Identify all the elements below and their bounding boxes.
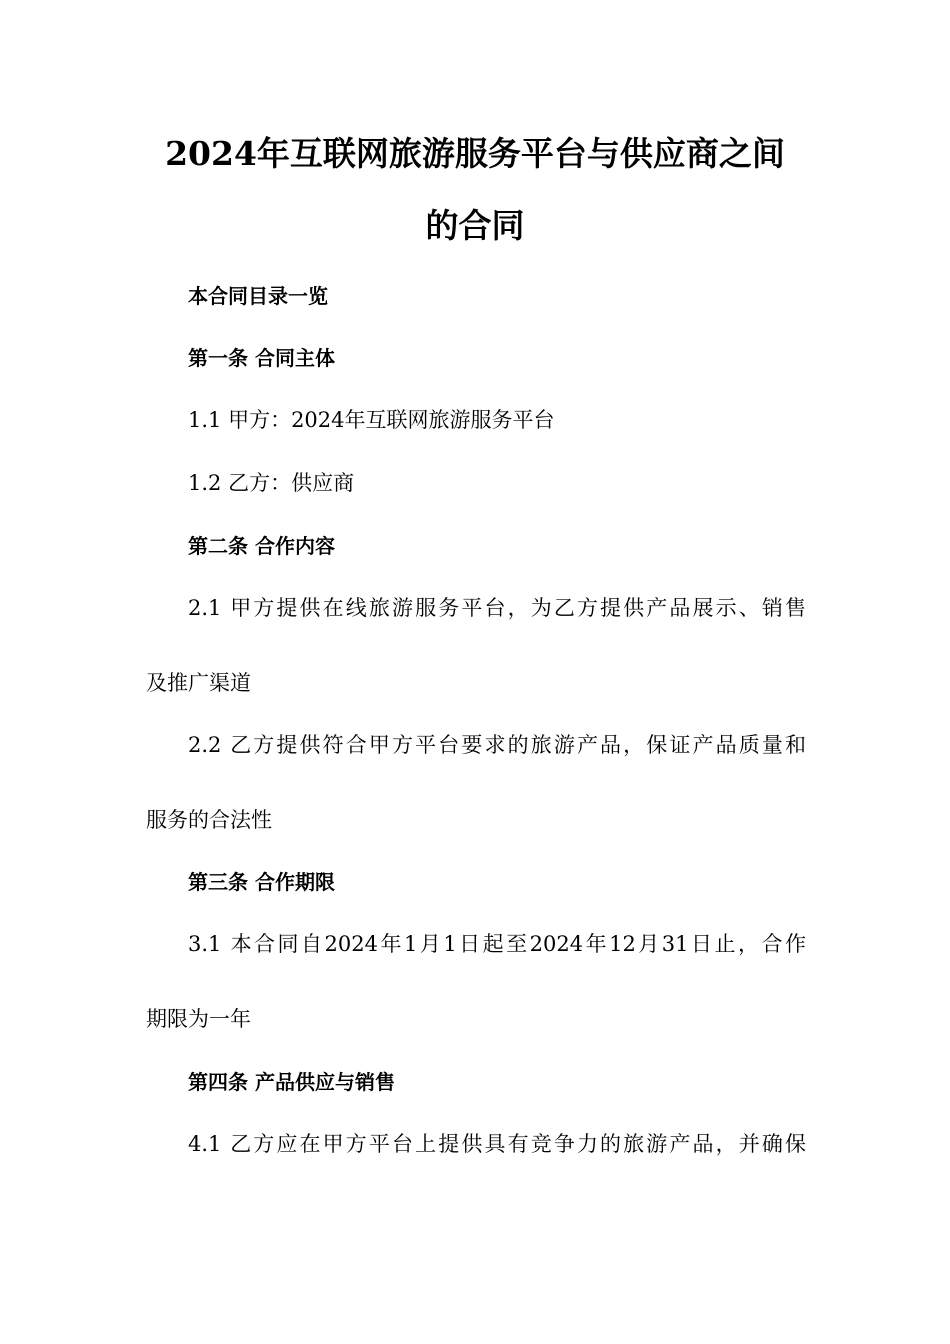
article-1-heading: 第一条 合同主体 (188, 346, 335, 370)
clause-2-2-line-1: 2.2 乙方提供符合甲方平台要求的旅游产品，保证产品质量和 (188, 733, 806, 757)
toc-heading: 本合同目录一览 (188, 284, 328, 308)
clause-2-2-line-2: 服务的合法性 (146, 808, 272, 832)
document-title-line-2: 的合同 (425, 206, 525, 245)
clause-2-1-line-2: 及推广渠道 (146, 671, 251, 695)
clause-4-1-line-1: 4.1 乙方应在甲方平台上提供具有竞争力的旅游产品，并确保 (188, 1132, 806, 1156)
clause-3-1-line-1: 3.1 本合同自2024年1月1日起至2024年12月31日止，合作 (188, 932, 806, 956)
article-4-heading: 第四条 产品供应与销售 (188, 1070, 395, 1094)
article-3-heading: 第三条 合作期限 (188, 870, 335, 894)
clause-1-2: 1.2 乙方：供应商 (188, 471, 355, 495)
clause-2-1-line-1: 2.1 甲方提供在线旅游服务平台，为乙方提供产品展示、销售 (188, 596, 806, 620)
document-title-line-1: 2024年互联网旅游服务平台与供应商之间 (165, 134, 785, 173)
clause-3-1-line-2: 期限为一年 (146, 1007, 251, 1031)
clause-1-1: 1.1 甲方：2024年互联网旅游服务平台 (188, 408, 555, 432)
article-2-heading: 第二条 合作内容 (188, 534, 335, 558)
